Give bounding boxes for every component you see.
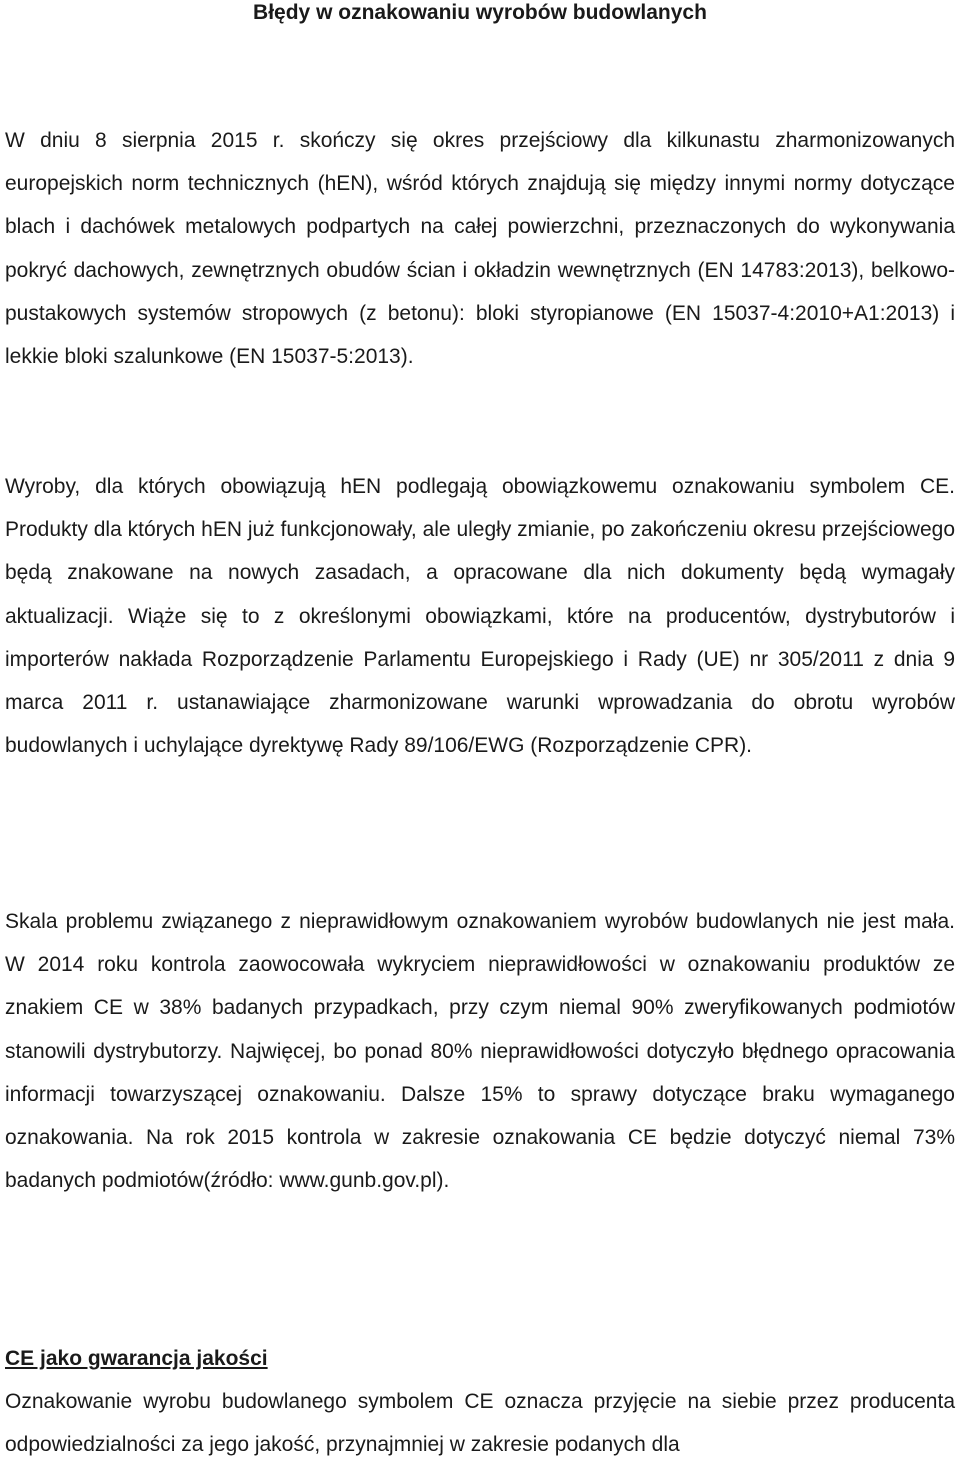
paragraph-ce-obligation: Wyroby, dla których obowiązują hEN podlegają obowiązkowemu oznakowaniu symbolem CE. Produkty dla których hEN już funkcjonowały, ale uległy zmianie, po zakończeniu okresu przejściowego będą znakowane na nowych zasadach, a opracowane dla nich dokumenty będą wymagały aktualizacji. Wiąże się to z określonymi obowiązkami, które na producentów, dystrybutorów i importerów nakłada Rozporządzenie Parlamentu Europejskiego i Rady (UE) nr 305/2011 z dnia 9 marca 2011 r. ustanawiające zharmonizowane warunki wprowadzania do obrotu wyrobów budowlanych i uchylające dyrektywę Rady 89/106/EWG (Rozporządzenie CPR). xyxy=(5,475,955,758)
document-title: Błędy w oznakowaniu wyrobów budowlanych xyxy=(253,1,707,24)
paragraph-problem-scale: Skala problemu związanego z nieprawidłowym oznakowaniem wyrobów budowlanych nie jest mała. W 2014 roku kontrola zaowocowała wykryciem nieprawidłowości w oznakowaniu produktów ze znakiem CE w 38% badanych przypadkach, przy czym niemal 90% zweryfikowanych podmiotów stanowili dystrybutorzy. Najwięcej, bo ponad 80% nieprawidłowości dotyczyło błędnego opracowania informacji towarzyszącej oznakowaniu. Dalsze 15% to sprawy dotyczące braku wymaganego oznakowania. Na rok 2015 kontrola w zakresie oznakowania CE będzie dotyczyć niemal 73% badanych podmiotów(źródło: www.gunb.gov.pl). xyxy=(5,910,955,1193)
title-container xyxy=(5,0,955,26)
paragraph-ce-meaning: Oznakowanie wyrobu budowlanego symbolem CE oznacza przyjęcie na siebie przez producenta odpowiedzialności za jego jakość, przynajmniej w zakresie podanych dla xyxy=(5,1390,955,1457)
paragraph-transition-period: W dniu 8 sierpnia 2015 r. skończy się okres przejściowy dla kilkunastu zharmonizowanych europejskich norm technicznych (hEN), wśród których znajdują się między innymi normy dotyczące blach i dachówek metalowych podpartych na całej powierzchni, przeznaczonych do wykonywania pokryć dachowych, zewnętrznych obudów ścian i okładzin wewnętrznych (EN 14783:2013), belkowo-pustakowych systemów stropowych (z betonu): bloki styropianowe (EN 15037-4:2010+A1:2013) i lekkie bloki szalunkowe (EN 15037-5:2013). xyxy=(5,129,955,369)
section-heading-ce-quality: CE jako gwarancja jakości xyxy=(5,1347,268,1370)
